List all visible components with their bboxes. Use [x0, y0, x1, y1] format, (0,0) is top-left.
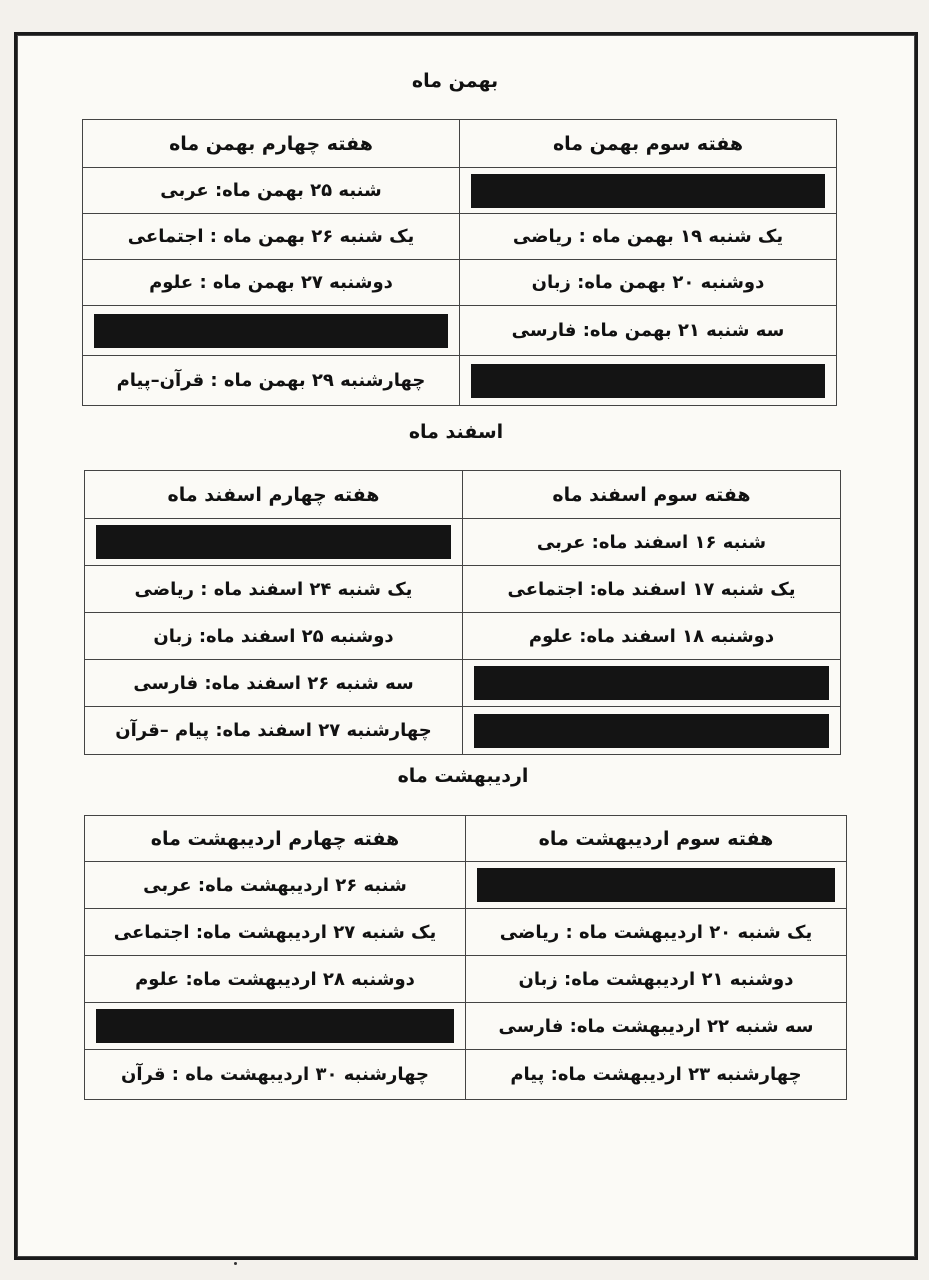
table-row [83, 356, 837, 406]
redaction-bar [474, 666, 828, 700]
exam-cell: یک شنبه ۲۴ اسفند ماه : ریاضی [85, 566, 463, 613]
redacted-cell [460, 356, 837, 406]
exam-cell: شنبه ۲۶ اردیبهشت ماه: عربی [85, 862, 466, 909]
redaction-bar [471, 174, 824, 208]
exam-cell: دوشنبه ۲۱ اردیبهشت ماه: زبان [466, 956, 847, 1003]
exam-cell: چهارشنبه ۲۹ بهمن ماه : قرآن–پیام [83, 356, 460, 406]
table-row [85, 566, 841, 613]
table-header-row [85, 816, 847, 862]
week3-header: هفته سوم بهمن ماه [460, 120, 837, 168]
table-row [83, 214, 837, 260]
exam-cell: سه شنبه ۲۲ اردیبهشت ماه: فارسی [466, 1003, 847, 1050]
schedule-table-ordibehesht [84, 815, 847, 1100]
table-row [85, 660, 841, 707]
redaction-bar [94, 314, 447, 348]
table-row [85, 707, 841, 755]
table-row [85, 519, 841, 566]
exam-cell: دوشنبه ۱۸ اسفند ماه: علوم [463, 613, 841, 660]
table-row [85, 1003, 847, 1050]
section-title-esfand: اسفند ماه [408, 421, 504, 443]
redaction-bar [477, 868, 834, 902]
table-header-row [83, 120, 837, 168]
redaction-bar [474, 714, 828, 748]
redaction-bar [96, 1009, 453, 1043]
exam-cell: دوشنبه ۲۸ اردیبهشت ماه: علوم [85, 956, 466, 1003]
redacted-cell [83, 306, 460, 356]
table-row [83, 260, 837, 306]
exam-cell: شنبه ۱۶ اسفند ماه: عربی [463, 519, 841, 566]
exam-cell: یک شنبه ۱۹ بهمن ماه : ریاضی [460, 214, 837, 260]
section-title-bahman: بهمن ماه [411, 70, 499, 92]
exam-cell: یک شنبه ۲۰ اردیبهشت ماه : ریاضی [466, 909, 847, 956]
table-row [85, 1050, 847, 1100]
redacted-cell [463, 660, 841, 707]
table-row [85, 862, 847, 909]
exam-cell: دوشنبه ۲۷ بهمن ماه : علوم [83, 260, 460, 306]
redacted-cell [85, 1003, 466, 1050]
redacted-cell [460, 168, 837, 214]
redacted-cell [466, 862, 847, 909]
redaction-bar [471, 364, 824, 398]
table-row [85, 613, 841, 660]
exam-cell: یک شنبه ۲۶ بهمن ماه : اجتماعی [83, 214, 460, 260]
exam-cell: چهارشنبه ۳۰ اردیبهشت ماه : قرآن [85, 1050, 466, 1100]
schedule-table-bahman [82, 119, 837, 406]
page-speck [234, 1262, 237, 1265]
schedule-table-esfand [84, 470, 841, 755]
week3-header: هفته سوم اسفند ماه [463, 471, 841, 519]
table-header-row [85, 471, 841, 519]
table-row [85, 956, 847, 1003]
exam-cell: چهارشنبه ۲۷ اسفند ماه: پیام –قرآن [85, 707, 463, 755]
week3-header: هفته سوم اردیبهشت ماه [466, 816, 847, 862]
redacted-cell [463, 707, 841, 755]
table-row [83, 168, 837, 214]
redaction-bar [96, 525, 450, 559]
exam-cell: شنبه ۲۵ بهمن ماه: عربی [83, 168, 460, 214]
week4-header: هفته چهارم اردیبهشت ماه [85, 816, 466, 862]
exam-cell: دوشنبه ۲۰ بهمن ماه: زبان [460, 260, 837, 306]
table-row [85, 909, 847, 956]
exam-cell: سه شنبه ۲۱ بهمن ماه: فارسی [460, 306, 837, 356]
week4-header: هفته چهارم اسفند ماه [85, 471, 463, 519]
exam-cell: سه شنبه ۲۶ اسفند ماه: فارسی [85, 660, 463, 707]
table-row [83, 306, 837, 356]
section-title-ordibehesht: اردیبهشت ماه [397, 765, 529, 787]
exam-cell: یک شنبه ۲۷ اردیبهشت ماه: اجتماعی [85, 909, 466, 956]
exam-cell: چهارشنبه ۲۳ اردیبهشت ماه: پیام [466, 1050, 847, 1100]
exam-cell: یک شنبه ۱۷ اسفند ماه: اجتماعی [463, 566, 841, 613]
week4-header: هفته چهارم بهمن ماه [83, 120, 460, 168]
redacted-cell [85, 519, 463, 566]
exam-cell: دوشنبه ۲۵ اسفند ماه: زبان [85, 613, 463, 660]
